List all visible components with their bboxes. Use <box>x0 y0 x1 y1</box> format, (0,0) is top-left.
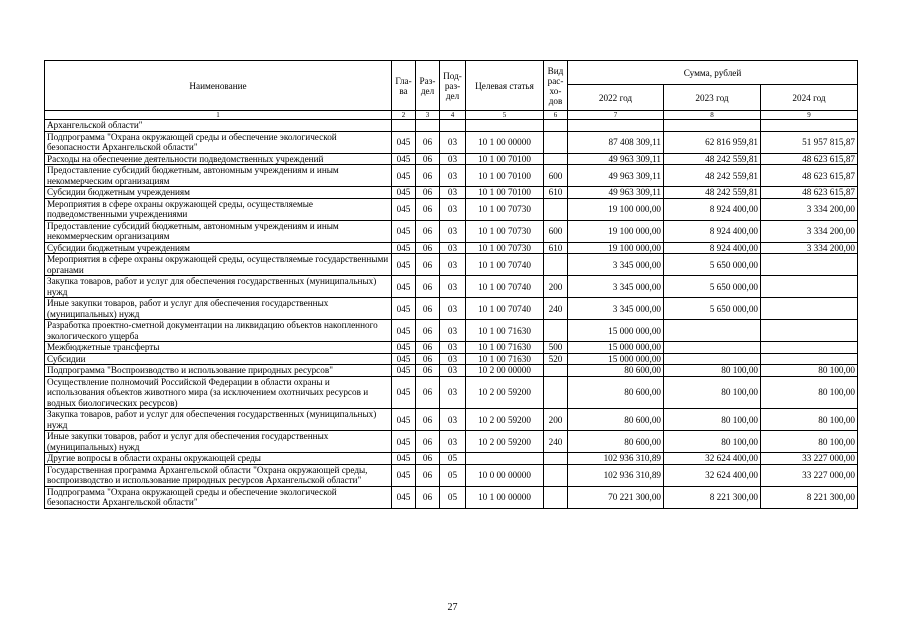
cell-sum-2023: 8 924 400,00 <box>664 220 761 242</box>
cell-sum-2023: 62 816 959,81 <box>664 131 761 153</box>
cell-sum-2022: 102 936 310,89 <box>568 464 664 486</box>
column-number: 5 <box>466 111 544 120</box>
cell-podrazdel: 05 <box>440 464 466 486</box>
page-number: 27 <box>447 602 458 613</box>
cell-podrazdel: 03 <box>440 409 466 431</box>
cell-name: Мероприятия в сфере охраны окружающей среды, осуществляемые государственными органами <box>45 254 392 276</box>
budget-table <box>44 60 858 509</box>
cell-sum-2022: 80 600,00 <box>568 409 664 431</box>
cell-glava: 045 <box>392 198 416 220</box>
cell-name: Осуществление полномочий Российской Федерации в области охраны и использования объектов животного мира (за исключением охотничьих ресурсов и водных биологических ресурсов) <box>45 376 392 409</box>
cell-sum-2022: 49 963 309,11 <box>568 187 664 199</box>
cell-podrazdel: 03 <box>440 320 466 342</box>
cell-sum-2024 <box>761 276 858 298</box>
cell-sum-2022: 80 600,00 <box>568 431 664 453</box>
cell-expense-type <box>544 464 568 486</box>
cell-expense-type: 500 <box>544 342 568 354</box>
cell-podrazdel: 03 <box>440 376 466 409</box>
cell-sum-2024 <box>761 120 858 132</box>
cell-sum-2023 <box>664 353 761 365</box>
cell-glava: 045 <box>392 131 416 153</box>
cell-glava: 045 <box>392 254 416 276</box>
cell-name: Субсидии бюджетным учреждениям <box>45 187 392 199</box>
cell-expense-type <box>544 254 568 276</box>
column-number: 3 <box>416 111 440 120</box>
cell-sum-2022: 70 221 300,00 <box>568 486 664 508</box>
cell-sum-2023 <box>664 342 761 354</box>
cell-expense-type <box>544 376 568 409</box>
table-row <box>45 198 858 220</box>
table-row <box>45 298 858 320</box>
column-number-row <box>45 111 858 120</box>
cell-expense-type: 610 <box>544 187 568 199</box>
cell-glava: 045 <box>392 453 416 465</box>
cell-name: Расходы на обеспечение деятельности подведомственных учреждений <box>45 153 392 165</box>
cell-name: Субсидии бюджетным учреждениям <box>45 242 392 254</box>
cell-sum-2023: 80 100,00 <box>664 431 761 453</box>
cell-target-article <box>466 120 544 132</box>
cell-glava: 045 <box>392 464 416 486</box>
cell-target-article <box>466 453 544 465</box>
table-row <box>45 464 858 486</box>
table-row <box>45 486 858 508</box>
cell-name: Межбюджетные трансферты <box>45 342 392 354</box>
cell-podrazdel: 03 <box>440 431 466 453</box>
cell-expense-type <box>544 131 568 153</box>
cell-target-article: 10 1 00 00000 <box>466 486 544 508</box>
table-row <box>45 254 858 276</box>
cell-razdel: 06 <box>416 153 440 165</box>
table-row <box>45 376 858 409</box>
column-number: 8 <box>664 111 761 120</box>
column-number: 1 <box>45 111 392 120</box>
header-year-2023: 2023 год <box>664 85 761 111</box>
cell-expense-type: 600 <box>544 165 568 187</box>
cell-razdel: 06 <box>416 276 440 298</box>
cell-name: Подпрограмма "Охрана окружающей среды и обеспечение экологической безопасности Архангельской области" <box>45 486 392 508</box>
cell-target-article: 10 1 00 71630 <box>466 342 544 354</box>
cell-sum-2022: 87 408 309,11 <box>568 131 664 153</box>
cell-razdel: 06 <box>416 409 440 431</box>
cell-podrazdel: 03 <box>440 131 466 153</box>
cell-sum-2024: 33 227 000,00 <box>761 453 858 465</box>
table-row <box>45 220 858 242</box>
cell-expense-type <box>544 365 568 377</box>
cell-podrazdel: 03 <box>440 220 466 242</box>
cell-razdel: 06 <box>416 453 440 465</box>
cell-target-article: 10 2 00 59200 <box>466 409 544 431</box>
header-sum: Сумма, рублей <box>568 61 858 85</box>
cell-expense-type: 610 <box>544 242 568 254</box>
table-row <box>45 431 858 453</box>
cell-sum-2022: 3 345 000,00 <box>568 254 664 276</box>
cell-sum-2024: 80 100,00 <box>761 431 858 453</box>
cell-expense-type <box>544 453 568 465</box>
cell-sum-2024: 48 623 615,87 <box>761 165 858 187</box>
cell-name: Иные закупки товаров, работ и услуг для обеспечения государственных (муниципальных) нужд <box>45 431 392 453</box>
table-row <box>45 453 858 465</box>
cell-expense-type: 200 <box>544 276 568 298</box>
cell-sum-2022: 102 936 310,89 <box>568 453 664 465</box>
cell-podrazdel: 03 <box>440 342 466 354</box>
cell-sum-2024: 80 100,00 <box>761 365 858 377</box>
cell-podrazdel: 03 <box>440 187 466 199</box>
cell-expense-type: 600 <box>544 220 568 242</box>
cell-target-article: 10 1 00 70100 <box>466 165 544 187</box>
cell-podrazdel: 03 <box>440 198 466 220</box>
cell-podrazdel: 03 <box>440 365 466 377</box>
column-number: 4 <box>440 111 466 120</box>
table-body <box>45 120 858 509</box>
cell-target-article: 10 1 00 70730 <box>466 242 544 254</box>
cell-expense-type <box>544 120 568 132</box>
cell-sum-2024: 48 623 615,87 <box>761 153 858 165</box>
table-row <box>45 165 858 187</box>
cell-expense-type: 240 <box>544 431 568 453</box>
cell-sum-2022: 19 100 000,00 <box>568 242 664 254</box>
cell-razdel: 06 <box>416 365 440 377</box>
cell-razdel: 06 <box>416 254 440 276</box>
cell-expense-type: 520 <box>544 353 568 365</box>
cell-target-article: 10 1 00 71630 <box>466 320 544 342</box>
cell-name: Закупка товаров, работ и услуг для обеспечения государственных (муниципальных) нужд <box>45 409 392 431</box>
cell-name: Государственная программа Архангельской области "Охрана окружающей среды, воспроизводство и использование природных ресурсов Архангельской области" <box>45 464 392 486</box>
cell-target-article: 10 1 00 70730 <box>466 198 544 220</box>
cell-sum-2023: 48 242 559,81 <box>664 187 761 199</box>
cell-sum-2023: 5 650 000,00 <box>664 276 761 298</box>
cell-expense-type <box>544 320 568 342</box>
cell-sum-2024 <box>761 298 858 320</box>
cell-podrazdel: 05 <box>440 453 466 465</box>
cell-razdel: 06 <box>416 486 440 508</box>
cell-target-article: 10 1 00 71630 <box>466 353 544 365</box>
cell-name: Закупка товаров, работ и услуг для обеспечения государственных (муниципальных) нужд <box>45 276 392 298</box>
cell-podrazdel: 03 <box>440 353 466 365</box>
cell-sum-2023: 80 100,00 <box>664 376 761 409</box>
cell-sum-2022 <box>568 120 664 132</box>
header-year-2022: 2022 год <box>568 85 664 111</box>
cell-target-article: 10 1 00 70100 <box>466 187 544 199</box>
cell-sum-2022: 3 345 000,00 <box>568 276 664 298</box>
cell-razdel: 06 <box>416 353 440 365</box>
table-row <box>45 242 858 254</box>
cell-name: Субсидии <box>45 353 392 365</box>
header-year-2024: 2024 год <box>761 85 858 111</box>
cell-target-article: 10 2 00 59200 <box>466 431 544 453</box>
cell-podrazdel: 03 <box>440 242 466 254</box>
cell-glava: 045 <box>392 242 416 254</box>
cell-sum-2024: 33 227 000,00 <box>761 464 858 486</box>
cell-glava: 045 <box>392 365 416 377</box>
table-row <box>45 131 858 153</box>
cell-glava: 045 <box>392 376 416 409</box>
cell-glava: 045 <box>392 187 416 199</box>
cell-razdel: 06 <box>416 220 440 242</box>
cell-name: Подпрограмма "Воспроизводство и использование природных ресурсов" <box>45 365 392 377</box>
cell-target-article: 10 0 00 00000 <box>466 464 544 486</box>
cell-name: Разработка проектно-сметной документации на ликвидацию объектов накопленного экологического ущерба <box>45 320 392 342</box>
cell-razdel <box>416 120 440 132</box>
cell-podrazdel: 03 <box>440 298 466 320</box>
column-number: 2 <box>392 111 416 120</box>
cell-target-article: 10 1 00 70740 <box>466 298 544 320</box>
cell-podrazdel: 03 <box>440 254 466 276</box>
cell-razdel: 06 <box>416 165 440 187</box>
cell-sum-2024: 80 100,00 <box>761 409 858 431</box>
cell-name: Подпрограмма "Охрана окружающей среды и обеспечение экологической безопасности Архангельской области" <box>45 131 392 153</box>
cell-sum-2022: 15 000 000,00 <box>568 320 664 342</box>
column-number: 7 <box>568 111 664 120</box>
cell-name: Мероприятия в сфере охраны окружающей среды, осуществляемые подведомственными учреждениями <box>45 198 392 220</box>
cell-sum-2022: 49 963 309,11 <box>568 165 664 187</box>
cell-sum-2023: 48 242 559,81 <box>664 165 761 187</box>
header-podrazdel: Под-раз-дел <box>440 61 466 111</box>
cell-name: Предоставление субсидий бюджетным, автономным учреждениям и иным некоммерческим организациям <box>45 220 392 242</box>
cell-glava: 045 <box>392 276 416 298</box>
column-number: 6 <box>544 111 568 120</box>
cell-podrazdel: 03 <box>440 153 466 165</box>
cell-name: Архангельской области" <box>45 120 392 132</box>
cell-expense-type <box>544 153 568 165</box>
cell-target-article: 10 1 00 00000 <box>466 131 544 153</box>
cell-sum-2024 <box>761 342 858 354</box>
cell-sum-2024: 3 334 200,00 <box>761 220 858 242</box>
cell-glava: 045 <box>392 220 416 242</box>
cell-razdel: 06 <box>416 242 440 254</box>
cell-expense-type: 240 <box>544 298 568 320</box>
table-row <box>45 153 858 165</box>
cell-sum-2024 <box>761 320 858 342</box>
cell-sum-2022: 80 600,00 <box>568 376 664 409</box>
cell-podrazdel <box>440 120 466 132</box>
cell-name: Иные закупки товаров, работ и услуг для обеспечения государственных (муниципальных) нужд <box>45 298 392 320</box>
cell-sum-2022: 15 000 000,00 <box>568 342 664 354</box>
cell-glava: 045 <box>392 409 416 431</box>
table-row <box>45 120 858 132</box>
cell-target-article: 10 1 00 70100 <box>466 153 544 165</box>
cell-target-article: 10 1 00 70740 <box>466 276 544 298</box>
cell-razdel: 06 <box>416 342 440 354</box>
table-row <box>45 320 858 342</box>
header-glava: Гла-ва <box>392 61 416 111</box>
cell-sum-2023: 5 650 000,00 <box>664 298 761 320</box>
cell-razdel: 06 <box>416 187 440 199</box>
cell-sum-2022: 15 000 000,00 <box>568 353 664 365</box>
cell-expense-type <box>544 486 568 508</box>
cell-glava: 045 <box>392 298 416 320</box>
cell-sum-2023 <box>664 320 761 342</box>
cell-razdel: 06 <box>416 298 440 320</box>
header-name: Наименование <box>45 61 392 111</box>
cell-glava: 045 <box>392 353 416 365</box>
cell-glava: 045 <box>392 431 416 453</box>
cell-expense-type <box>544 198 568 220</box>
cell-sum-2023: 8 221 300,00 <box>664 486 761 508</box>
header-razdel: Раз-дел <box>416 61 440 111</box>
cell-sum-2023: 80 100,00 <box>664 409 761 431</box>
cell-sum-2022: 19 100 000,00 <box>568 220 664 242</box>
cell-glava: 045 <box>392 153 416 165</box>
cell-glava: 045 <box>392 165 416 187</box>
cell-razdel: 06 <box>416 376 440 409</box>
cell-podrazdel: 05 <box>440 486 466 508</box>
cell-razdel: 06 <box>416 431 440 453</box>
cell-sum-2024: 48 623 615,87 <box>761 187 858 199</box>
table-row <box>45 365 858 377</box>
cell-sum-2024 <box>761 353 858 365</box>
cell-target-article: 10 2 00 00000 <box>466 365 544 377</box>
cell-sum-2024: 8 221 300,00 <box>761 486 858 508</box>
cell-sum-2023: 48 242 559,81 <box>664 153 761 165</box>
cell-sum-2024: 51 957 815,87 <box>761 131 858 153</box>
cell-sum-2023: 5 650 000,00 <box>664 254 761 276</box>
header-expense-type: Вид рас-хо-дов <box>544 61 568 111</box>
cell-sum-2023: 32 624 400,00 <box>664 464 761 486</box>
cell-name: Предоставление субсидий бюджетным, автономным учреждениям и иным некоммерческим организациям <box>45 165 392 187</box>
cell-sum-2024: 3 334 200,00 <box>761 242 858 254</box>
table-row <box>45 187 858 199</box>
cell-target-article: 10 2 00 59200 <box>466 376 544 409</box>
table-row <box>45 409 858 431</box>
cell-sum-2024: 3 334 200,00 <box>761 198 858 220</box>
cell-sum-2023 <box>664 120 761 132</box>
cell-sum-2023: 8 924 400,00 <box>664 198 761 220</box>
cell-name: Другие вопросы в области охраны окружающей среды <box>45 453 392 465</box>
cell-sum-2022: 80 600,00 <box>568 365 664 377</box>
cell-target-article: 10 1 00 70740 <box>466 254 544 276</box>
column-number: 9 <box>761 111 858 120</box>
cell-glava: 045 <box>392 342 416 354</box>
cell-podrazdel: 03 <box>440 276 466 298</box>
table-row <box>45 342 858 354</box>
cell-sum-2023: 32 624 400,00 <box>664 453 761 465</box>
table-header <box>45 61 858 120</box>
cell-sum-2022: 49 963 309,11 <box>568 153 664 165</box>
cell-glava <box>392 120 416 132</box>
cell-razdel: 06 <box>416 464 440 486</box>
table-row <box>45 353 858 365</box>
cell-sum-2022: 19 100 000,00 <box>568 198 664 220</box>
cell-target-article: 10 1 00 70730 <box>466 220 544 242</box>
cell-expense-type: 200 <box>544 409 568 431</box>
header-target-article: Целевая статья <box>466 61 544 111</box>
cell-razdel: 06 <box>416 131 440 153</box>
cell-glava: 045 <box>392 320 416 342</box>
cell-podrazdel: 03 <box>440 165 466 187</box>
cell-sum-2023: 8 924 400,00 <box>664 242 761 254</box>
cell-razdel: 06 <box>416 320 440 342</box>
cell-sum-2023: 80 100,00 <box>664 365 761 377</box>
cell-sum-2022: 3 345 000,00 <box>568 298 664 320</box>
table-row <box>45 276 858 298</box>
cell-sum-2024 <box>761 254 858 276</box>
cell-razdel: 06 <box>416 198 440 220</box>
cell-sum-2024: 80 100,00 <box>761 376 858 409</box>
cell-glava: 045 <box>392 486 416 508</box>
